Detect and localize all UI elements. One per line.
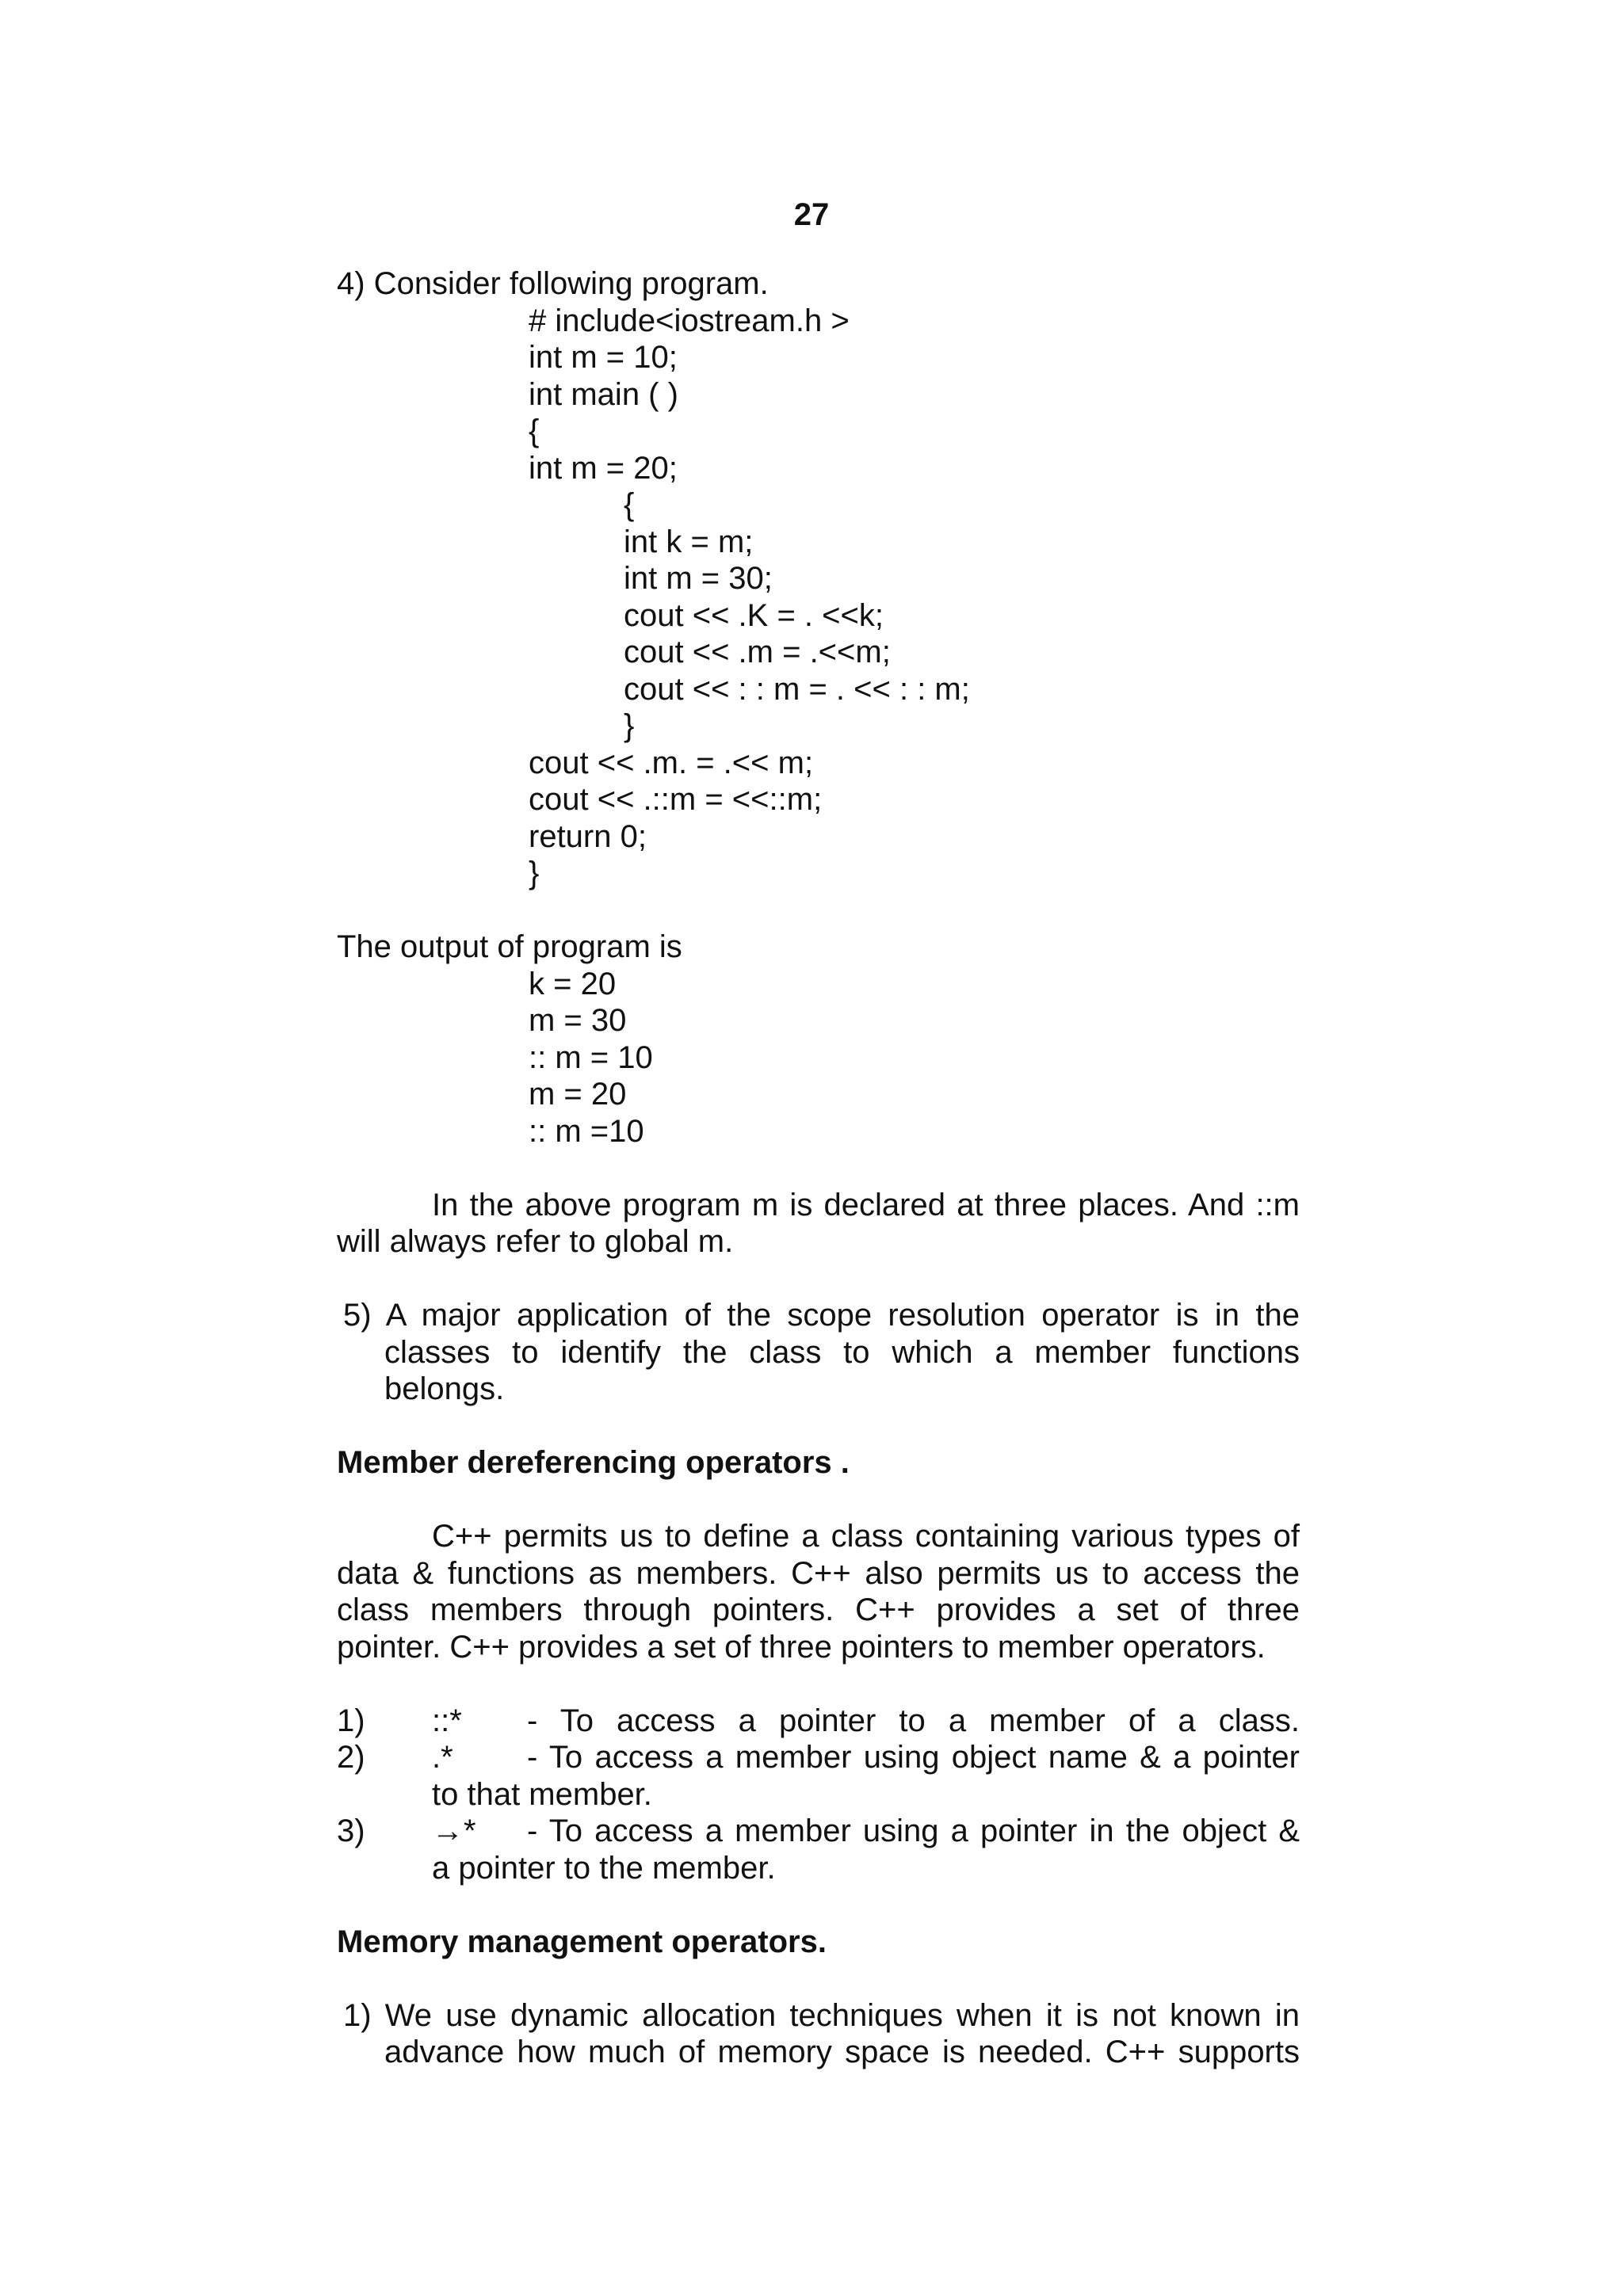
code-line: cout << .m = .<<m; bbox=[624, 635, 891, 669]
question-5-text: 5) A major application of the scope resolution operator is in the classes to identify the class to which a member functions belongs. bbox=[343, 1298, 1300, 1406]
code-line: int m = 10; bbox=[529, 340, 678, 375]
output-line: :: m = 10 bbox=[529, 1039, 653, 1075]
operator-symbol: →* bbox=[432, 1814, 476, 1848]
code-line: cout << : : m = . << : : m; bbox=[624, 671, 970, 707]
operator-list-item bbox=[337, 1813, 1300, 1886]
code-line: int k = m; bbox=[624, 524, 754, 559]
page-content bbox=[337, 265, 1300, 2071]
operator-description: - To access a member using a pointer in the object & bbox=[527, 1814, 1300, 1848]
code-line: int m = 30; bbox=[624, 561, 773, 596]
list-number: 2) bbox=[337, 1740, 365, 1775]
output-line: m = 20 bbox=[529, 1077, 627, 1112]
code-line: { bbox=[529, 414, 540, 448]
question-4-intro: 4) Consider following program. bbox=[337, 266, 769, 301]
code-line: cout << .m. = .<< m; bbox=[529, 745, 814, 780]
page-number: 27 bbox=[793, 197, 830, 232]
code-line: { bbox=[624, 487, 635, 522]
operator-list-item bbox=[337, 1739, 1300, 1813]
operator-list-item bbox=[337, 1703, 1300, 1740]
list-number: 1) bbox=[337, 1703, 365, 1738]
code-inner-block bbox=[529, 486, 1300, 745]
operator-description-continued: a pointer to the member. bbox=[432, 1850, 776, 1886]
operator-description: - To access a member using object name & a pointer bbox=[527, 1740, 1300, 1775]
code-line: cout << .::m = <<::m; bbox=[529, 782, 823, 817]
code-line: } bbox=[624, 708, 635, 743]
code-block bbox=[337, 303, 1300, 892]
output-line: :: m =10 bbox=[529, 1113, 644, 1149]
code-line: # include<iostream.h > bbox=[529, 303, 850, 338]
code-line: return 0; bbox=[529, 818, 647, 854]
section-heading-memory-management: Memory management operators. bbox=[337, 1924, 827, 1959]
output-intro: The output of program is bbox=[337, 929, 682, 964]
operator-description-continued: to that member. bbox=[432, 1776, 652, 1812]
code-line: int main ( ) bbox=[529, 376, 678, 412]
member-dereferencing-paragraph: C++ permits us to define a class containing various types of data & functions as members. C++ also permits us to access the class members through pointers. C++ provides a set of three pointer. C++ provides a set of three pointers to member operators. bbox=[337, 1519, 1300, 1665]
operator-symbol: ::* bbox=[432, 1703, 462, 1738]
section-heading-member-dereferencing: Member dereferencing operators . bbox=[337, 1445, 850, 1480]
code-line: } bbox=[529, 856, 540, 891]
code-line: int m = 20; bbox=[529, 450, 678, 486]
operator-symbol: .* bbox=[432, 1740, 453, 1775]
code-line: cout << .K = . <<k; bbox=[624, 597, 884, 633]
output-line: m = 30 bbox=[529, 1003, 627, 1038]
memory-management-item-1: 1) We use dynamic allocation techniques when it is not known in advance how much of memory space is needed. C++ supports bbox=[343, 1997, 1300, 2069]
operator-description: - To access a pointer to a member of a class. bbox=[527, 1703, 1300, 1738]
explanation-paragraph: In the above program m is declared at three places. And ::m will always refer to global m. bbox=[337, 1187, 1300, 1259]
output-block bbox=[337, 966, 1300, 1150]
list-number: 3) bbox=[337, 1814, 365, 1848]
output-line: k = 20 bbox=[529, 966, 617, 1001]
